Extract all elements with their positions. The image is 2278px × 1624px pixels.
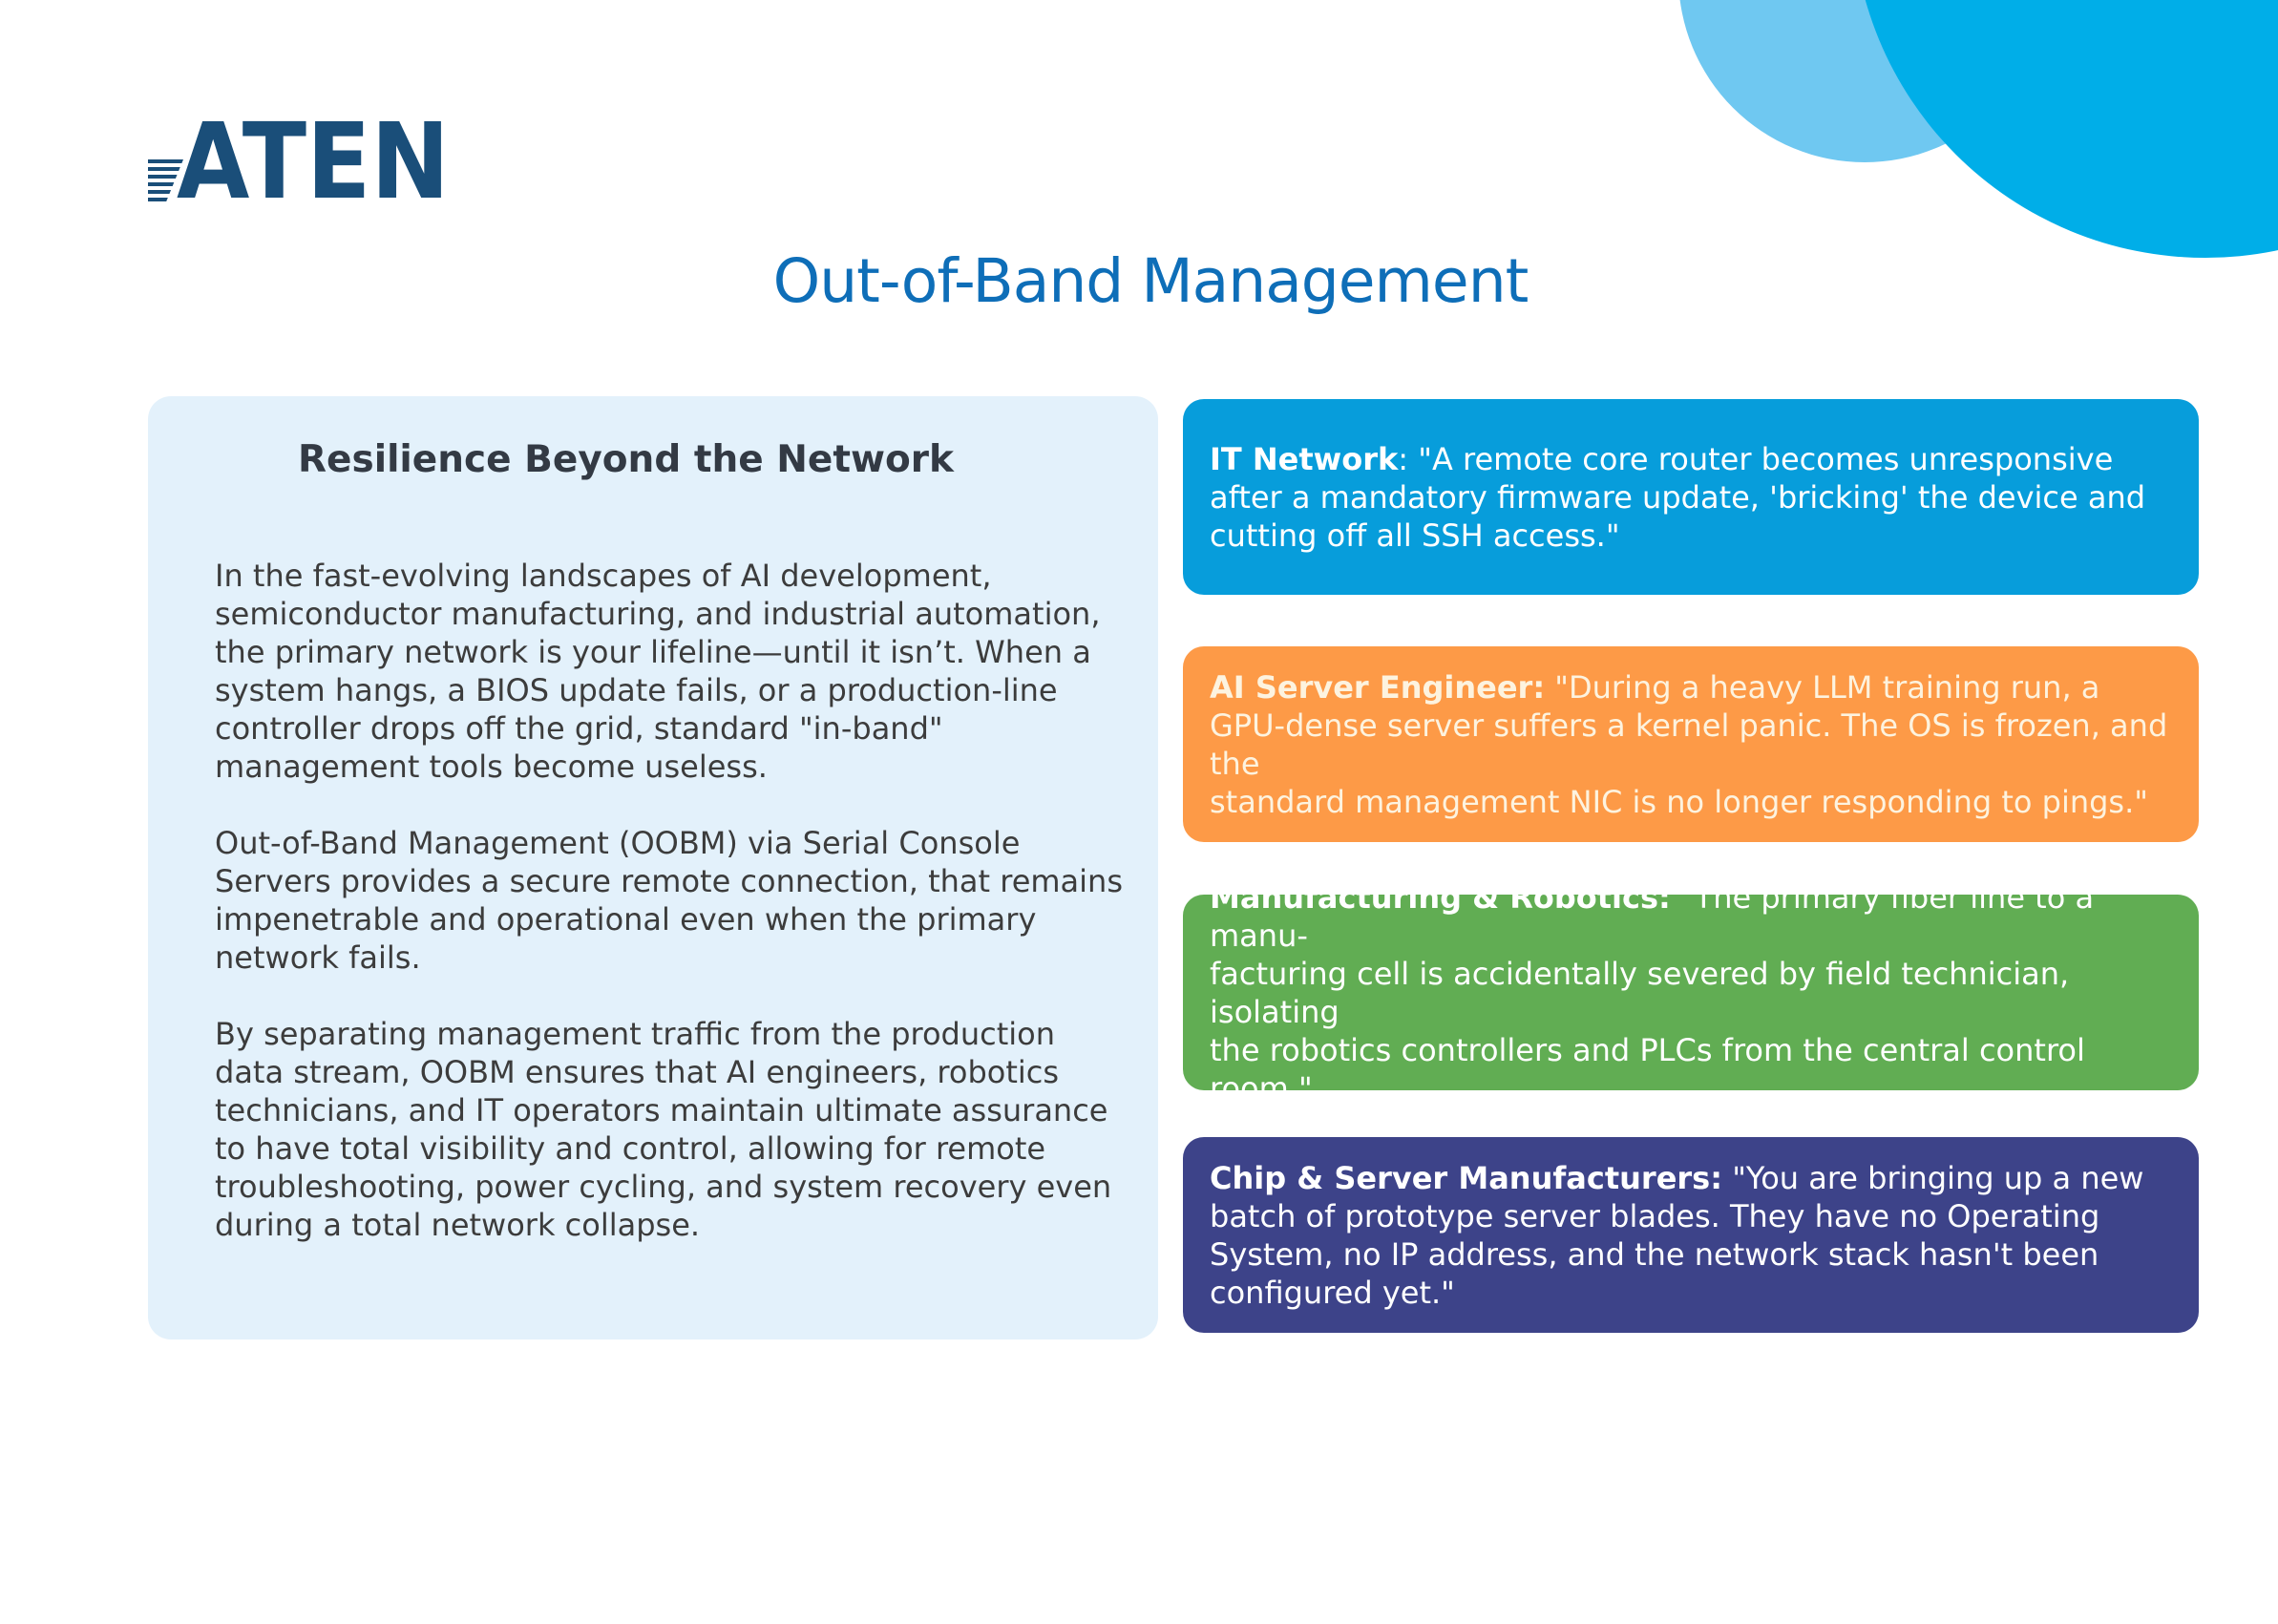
card-label: Manufacturing & Robotics: (1210, 878, 1671, 916)
logo-text: ATEN (177, 110, 450, 205)
scenario-card-it-network (1183, 399, 2199, 595)
card-separator (1545, 669, 1554, 706)
card-text (1210, 1159, 2143, 1312)
card-label: IT Network (1210, 440, 1399, 477)
card-label: Chip & Server Manufacturers: (1210, 1159, 1723, 1196)
intro-paragraph-2: Out-of-Band Management (OOBM) via Serial Console Servers provides a secure remote connection, that remains impenetrable and operational even when the primary network fails. (215, 825, 1123, 976)
intro-body (215, 557, 1136, 1282)
aten-logo (148, 110, 453, 205)
card-quote: "During a heavy LLM training run, a GPU-dense server suffers a kernel panic. The OS is frozen, and the standard management NIC is no longer responding to pings." (1210, 668, 2168, 820)
card-quote: "A remote core router becomes unresponsive after a mandatory firmware update, 'bricking' the device and cutting off all SSH access." (1210, 440, 2146, 554)
scenario-card-ai-server-engineer (1183, 646, 2199, 842)
card-separator (1671, 879, 1680, 916)
card-separator (1722, 1160, 1732, 1196)
card-separator: : (1398, 440, 1419, 477)
card-label: AI Server Engineer: (1210, 668, 1546, 706)
card-text (1210, 878, 2172, 1107)
scenario-card-manufacturing-robotics (1183, 878, 2199, 1107)
card-quote: "You are bringing up a new batch of prototype server blades. They have no Operating System, no IP address, and the network stack hasn't been configured yet." (1210, 1159, 2144, 1311)
card-quote: "The primary fiber line to a manu- facturing cell is accidentally severed by field technician, isolating the robotics controllers and PLCs from the central control room." (1210, 878, 2095, 1107)
card-text (1210, 440, 2145, 555)
intro-paragraph-3: By separating management traffic from the production data stream, OOBM ensures that AI engineers, robotics technicians, and IT operators maintain ultimate assurance to have total visibility and control, allowing for remote troubleshooting, power cycling, and system recovery even during a total network collapse. (215, 1016, 1112, 1243)
card-text (1210, 668, 2172, 821)
page-title: Out-of-Band Management (772, 246, 1529, 316)
intro-panel (148, 396, 1158, 1339)
intro-paragraph-1: In the fast-evolving landscapes of AI development, semiconductor manufacturing, and industrial automation, the primary network is your lifeline—until it isn’t. When a system hangs, a BIOS update fails, or a production-line controller drops off the grid, standard "in-band" management tools become useless. (215, 558, 1101, 785)
intro-heading: Resilience Beyond the Network (298, 438, 954, 481)
scenario-card-chip-server-manufacturers (1183, 1137, 2199, 1333)
